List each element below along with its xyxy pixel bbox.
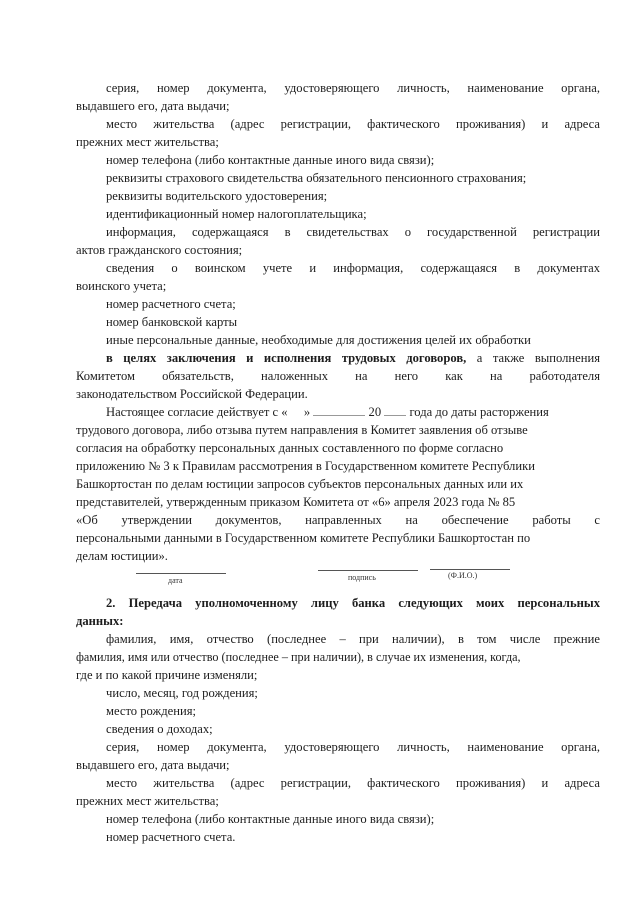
- item-driver-license: реквизиты водительского удостоверения;: [106, 189, 328, 203]
- item-passport-line-2: выдавшего его, дата выдачи;: [76, 99, 230, 113]
- item-military-line-1: сведения о воинском учете и информация, содержащаяся в документах: [106, 261, 600, 275]
- s2-passport-line-2: выдавшего его, дата выдачи;: [76, 758, 230, 772]
- consent-line-1: [106, 404, 600, 420]
- section-2-heading-line-2: данных:: [76, 614, 124, 628]
- consent-line-7: «Об утверждении документов, направленных на обеспечение работы с: [76, 513, 600, 527]
- s2-account-number: номер расчетного счета.: [106, 830, 236, 844]
- s2-income: сведения о доходах;: [106, 722, 213, 736]
- s2-name-line-2: фамилия, имя или отчество (последнее – при наличии), в случае их изменения, когда,: [76, 650, 521, 664]
- s2-name-line-3: где и по какой причине изменяли;: [76, 668, 258, 682]
- consent-end-text: года до даты расторжения: [409, 405, 549, 419]
- s2-residence-line-1: место жительства (адрес регистрации, фактического проживания) и адреса: [106, 776, 600, 790]
- consent-year-prefix: 20: [368, 405, 382, 419]
- item-other-data: иные персональные данные, необходимые для достижения целей их обработки: [106, 333, 531, 347]
- consent-line-6: представителей, утвержденным приказом Комитета от «6» апреля 2023 года № 85: [76, 495, 516, 509]
- s2-passport-line-1: серия, номер документа, удостоверяющего личность, наименование органа,: [106, 740, 600, 754]
- consent-quote-close: »: [303, 405, 311, 419]
- consent-line-4: приложению № 3 к Правилам рассмотрения в Государственном комитете Республики: [76, 459, 535, 473]
- consent-line-2: трудового договора, либо отзыва путем направления в Комитет заявления об отзыве: [76, 423, 528, 437]
- consent-line-8: персональными данными в Государственном комитете Республики Башкортостан по: [76, 531, 531, 545]
- consent-line-9: делам юстиции».: [76, 549, 168, 563]
- item-bank-card: номер банковской карты: [106, 315, 238, 329]
- consent-line-3: согласия на обработку персональных данных составленного по форме согласно: [76, 441, 504, 455]
- s2-phone: номер телефона (либо контактные данные иного вида связи);: [106, 812, 435, 826]
- item-account-number: номер расчетного счета;: [106, 297, 236, 311]
- name-signature-line: [430, 569, 510, 570]
- s2-birth-date: число, месяц, год рождения;: [106, 686, 258, 700]
- item-civil-registry-line-2: актов гражданского состояния;: [76, 243, 243, 257]
- item-civil-registry-line-1: информация, содержащаяся в свидетельствах о государственной регистрации: [106, 225, 600, 239]
- purpose-line-3: законодательством Российской Федерации.: [76, 387, 308, 401]
- consent-start-text: Настоящее согласие действует с «: [106, 405, 288, 419]
- item-residence-line-1: место жительства (адрес регистрации, фактического проживания) и адреса: [106, 117, 600, 131]
- item-tax-id: идентификационный номер налогоплательщика;: [106, 207, 367, 221]
- purpose-line-2: Комитетом обязательств, наложенных на него как на работодателя: [76, 369, 600, 383]
- consent-year-blank: [384, 415, 406, 416]
- consent-month-blank: [313, 415, 365, 416]
- item-pension-insurance: реквизиты страхового свидетельства обязательного пенсионного страхования;: [106, 171, 527, 185]
- item-phone: номер телефона (либо контактные данные иного вида связи);: [106, 153, 435, 167]
- item-residence-line-2: прежних мест жительства;: [76, 135, 219, 149]
- s2-residence-line-2: прежних мест жительства;: [76, 794, 219, 808]
- sign-caption: подпись: [348, 573, 376, 582]
- s2-birth-place: место рождения;: [106, 704, 196, 718]
- sign-signature-line: [318, 570, 418, 571]
- item-military-line-2: воинского учета;: [76, 279, 167, 293]
- purpose-line-1: [106, 350, 600, 366]
- date-signature-line: [136, 573, 226, 574]
- purpose-bold-text: в целях заключения и исполнения трудовых договоров,: [106, 351, 467, 365]
- section-2-heading-line-1: 2. Передача уполномоченному лицу банка следующих моих персональных: [106, 596, 600, 610]
- name-caption: (Ф.И.О.): [448, 571, 478, 580]
- purpose-rest-text: а также выполнения: [466, 351, 600, 365]
- item-passport-line-1: серия, номер документа, удостоверяющего личность, наименование органа,: [106, 81, 600, 95]
- consent-line-5: Башкортостан по делам юстиции запросов субъектов персональных данных или их: [76, 477, 524, 491]
- s2-name-line-1: фамилия, имя, отчество (последнее – при наличии), в том числе прежние: [106, 632, 600, 646]
- date-caption: дата: [168, 576, 183, 585]
